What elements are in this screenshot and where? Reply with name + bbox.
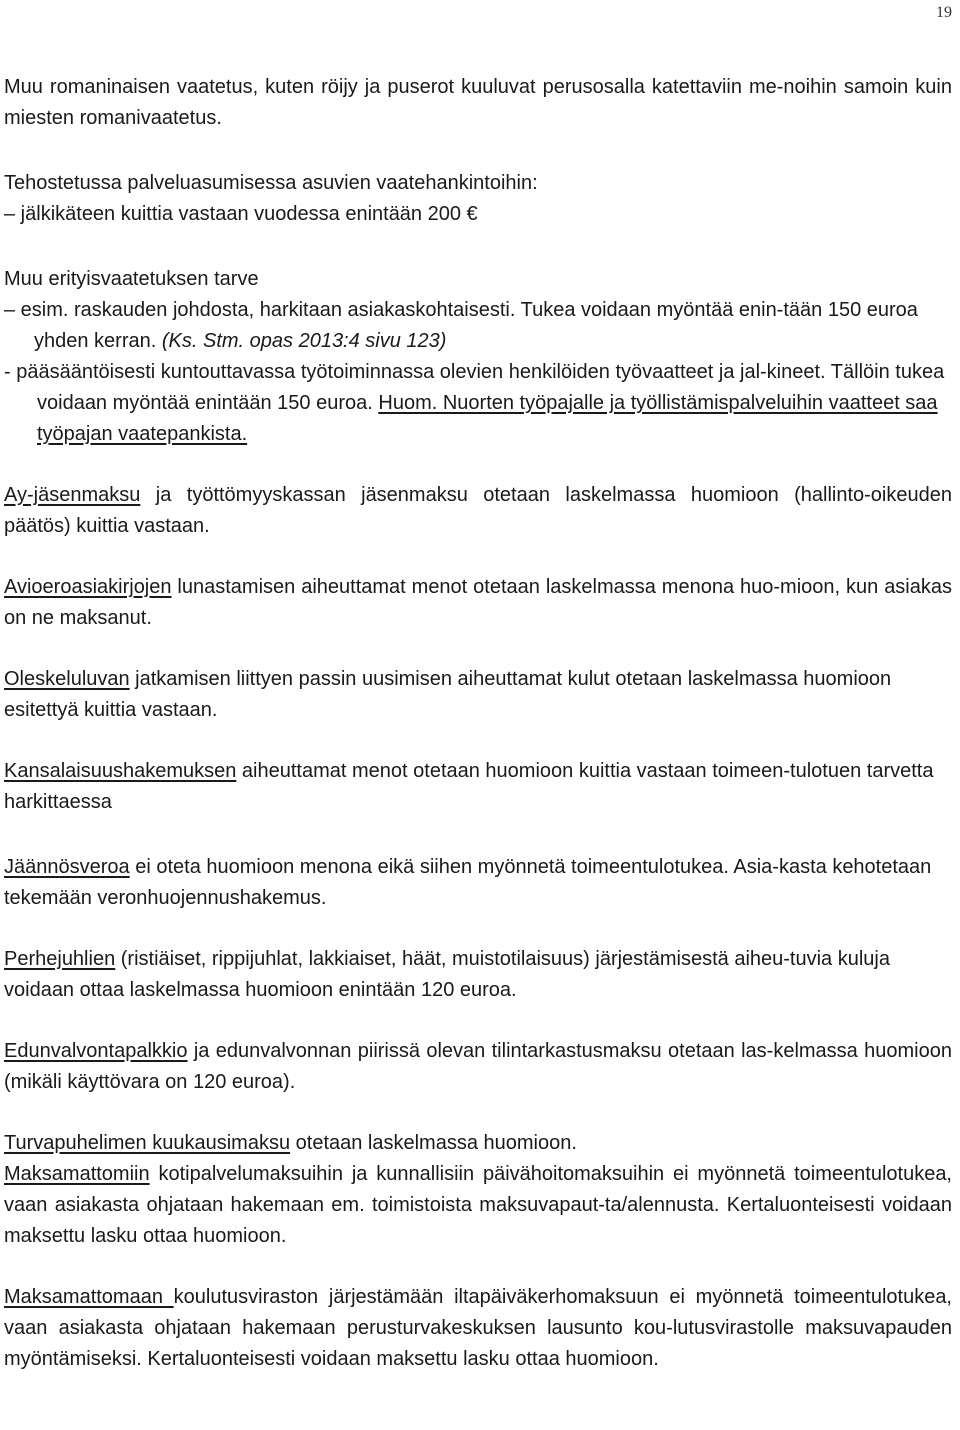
term-link[interactable]: Oleskeluluvan [4, 668, 130, 690]
term-link[interactable]: Maksamattomaan [4, 1286, 174, 1308]
paragraph-text: ja edunvalvonnan piirissä olevan tilintarkastusmaksu otetaan las-kelmassa huomioon (mikäli käyttövara on 120 euroa). [4, 1040, 952, 1093]
page-number: 19 [936, 4, 952, 21]
paragraph-romani-clothing: Muu romaninaisen vaatetus, kuten röijy ja puserot kuuluvat perusosalla katettaviin me-noihin samoin kuin miesten romanivaatetus. [4, 76, 952, 129]
note-link[interactable]: Huom. Nuorten työpajalle ja työllistämispalveluihin vaatteet saa työpajan vaatepankista. [37, 392, 938, 445]
term-link[interactable]: Edunvalvontapalkkio [4, 1040, 188, 1062]
paragraph-afternoon-club [4, 1282, 952, 1375]
reference-note: (Ks. Stm. opas 2013:4 sivu 123) [161, 330, 447, 352]
paragraph-text: aiheuttamat menot otetaan huomioon kuittia vastaan toimeen-tulotuen tarvetta harkittaessa [4, 760, 934, 813]
list-item-pregnancy [4, 295, 952, 357]
term-link[interactable]: Jäännösveroa [4, 856, 130, 878]
paragraph-text: lunastamisen aiheuttamat menot otetaan laskelmassa menona huo-mioon, kun asiakas on ne maksanut. [4, 576, 952, 629]
term-link[interactable]: Avioeroasiakirjojen [4, 576, 172, 598]
paragraph-residual-tax [4, 852, 952, 914]
paragraph-citizenship [4, 756, 952, 818]
paragraph-text: kotipalvelumaksuihin ja kunnallisiin päivähoitomaksuihin ei myönnetä toimeentulotukea, vaan asiakasta ohjataan hakemaan em. toimistoista maksuvapaut-ta/alennusta. Kertaluonteisesti voidaan maksettu lasku ottaa huomioon. [4, 1163, 952, 1247]
list-item-text: – esim. raskauden johdosta, harkitaan asiakaskohtaisesti. Tukea voidaan myöntää enin-tään 150 euroa yhden kerran. [4, 299, 918, 352]
document-body [4, 72, 952, 1375]
heading-special-clothing: Muu erityisvaatetuksen tarve [4, 268, 259, 290]
paragraph-text: otetaan laskelmassa huomioon. [290, 1132, 577, 1154]
paragraph-text: jatkamisen liittyen passin uusimisen aiheuttamat kulut otetaan laskelmassa huomioon esitettyä kuittia vastaan. [4, 668, 892, 721]
paragraph-safety-phone [4, 1128, 952, 1159]
term-link[interactable]: Maksamattomiin [4, 1163, 150, 1185]
paragraph-unpaid-fees [4, 1159, 952, 1252]
list-item-text: - pääsääntöisesti kuntouttavassa työtoiminnassa olevien henkilöiden työvaatteet ja jal-kineet. Tällöin tukea voidaan myöntää enintään 150 euroa. [4, 361, 945, 414]
paragraph-text: (ristiäiset, rippijuhlat, lakkiaiset, häät, muistotilaisuus) järjestämisestä aiheu-tuvia kuluja voidaan ottaa laskelmassa huomioon enintään 120 euroa. [4, 948, 890, 1001]
paragraph-residence-permit [4, 664, 952, 726]
heading-assisted-living: Tehostetussa palveluasumisessa asuvien vaatehankintoihin: [4, 172, 538, 194]
paragraph-guardianship [4, 1036, 952, 1098]
paragraph-text: ei oteta huomioon menona eikä siihen myönnetä toimeentulotukea. Asia-kasta kehotetaan tekemään veronhuojennushakemus. [4, 856, 932, 909]
term-link[interactable]: Kansalaisuushakemuksen [4, 760, 237, 782]
paragraph-text: ja työttömyyskassan jäsenmaksu otetaan laskelmassa huomioon (hallinto-oikeuden päätös) kuittia vastaan. [4, 484, 952, 537]
paragraph-text: koulutusviraston järjestämään iltapäiväkerhomaksuun ei myönnetä toimeentulotukea, vaan asiakasta ohjataan hakemaan perusturvakeskuksen lausunto kou-lutusvirastolle maksuvapauden myöntämiseksi. Kertaluonteisesti voidaan maksettu lasku ottaa huomioon. [4, 1286, 952, 1370]
term-link[interactable]: Perhejuhlien [4, 948, 116, 970]
paragraph-family-events [4, 944, 952, 1006]
paragraph-union-fee [4, 480, 952, 542]
list-item-work-clothes [4, 357, 952, 450]
list-item-receipt: – jälkikäteen kuittia vastaan vuodessa enintään 200 € [4, 203, 478, 225]
term-link[interactable]: Turvapuhelimen kuukausimaksu [4, 1132, 291, 1154]
term-link[interactable]: Ay-jäsenmaksu [4, 484, 141, 506]
paragraph-divorce-documents [4, 572, 952, 634]
